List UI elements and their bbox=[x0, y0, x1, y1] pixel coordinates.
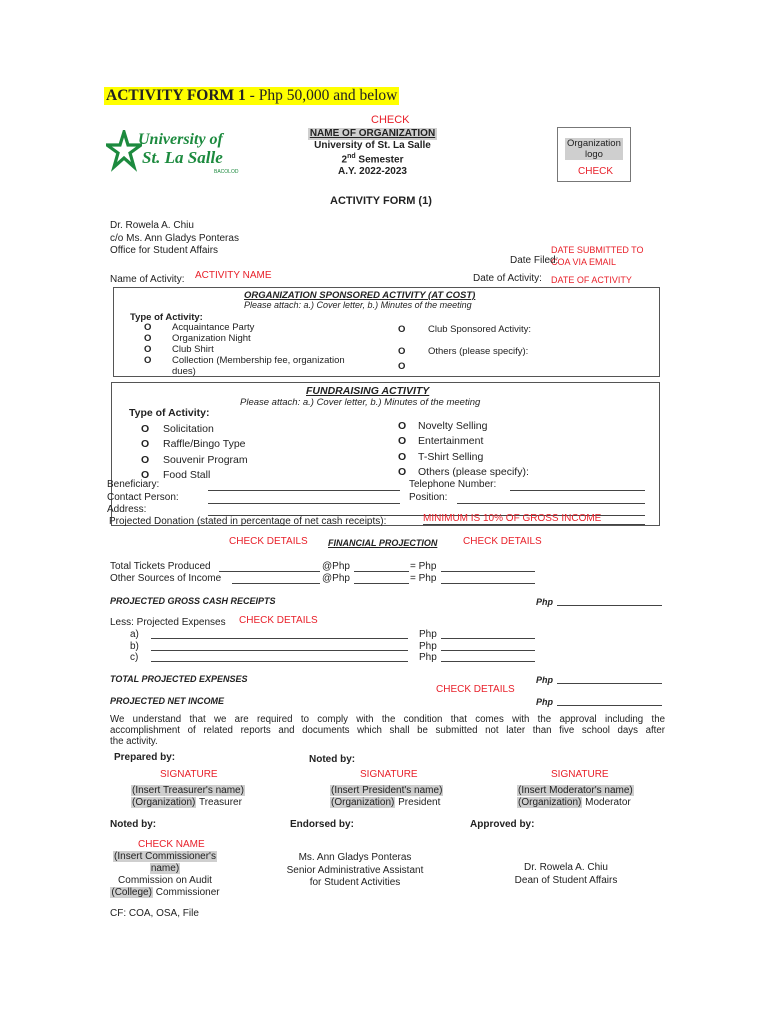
other-price[interactable] bbox=[354, 583, 409, 584]
expense-b-amount[interactable] bbox=[441, 650, 535, 651]
logo-city: BACOLOD bbox=[214, 169, 239, 175]
semester: 2nd Semester bbox=[341, 153, 404, 166]
position-field[interactable] bbox=[457, 503, 645, 504]
net-income-field[interactable] bbox=[557, 705, 662, 706]
option-tshirt-selling[interactable]: O T-Shirt Selling bbox=[398, 450, 484, 463]
addressee-co: c/o Ms. Ann Gladys Ponteras bbox=[110, 232, 239, 244]
star-logo-icon bbox=[106, 130, 142, 172]
approver-block: Dr. Rowela A. Chiu Dean of Student Affairs bbox=[514, 862, 618, 886]
contact-field[interactable] bbox=[208, 503, 400, 504]
org-logo-placeholder: Organization logo bbox=[567, 138, 621, 160]
page-title: ACTIVITY FORM (1) bbox=[330, 195, 432, 207]
sponsored-activity-box bbox=[113, 287, 660, 377]
date-activity-value[interactable]: DATE OF ACTIVITY bbox=[551, 275, 632, 285]
date-filed-label: Date Filed: bbox=[510, 255, 559, 266]
addressee-name: Dr. Rowela A. Chiu bbox=[110, 220, 194, 231]
logo-text-line2: St. La Salle bbox=[142, 148, 223, 167]
tickets-row: Total Tickets Produced bbox=[110, 561, 211, 572]
endorsed-by-label: Endorsed by: bbox=[290, 819, 354, 830]
logo-text-line1: University of bbox=[138, 131, 223, 148]
check-details-4: CHECK DETAILS bbox=[436, 684, 515, 695]
university-name: University of St. La Salle bbox=[314, 139, 431, 151]
option-club-sponsored[interactable]: O Club Sponsored Activity: bbox=[398, 324, 531, 335]
form-heading bbox=[104, 87, 399, 105]
org-name: NAME OF ORGANIZATION bbox=[309, 128, 436, 139]
option-raffle-bingo[interactable]: O Raffle/Bingo Type bbox=[141, 438, 246, 451]
compliance-statement: We understand that we are required to comply with the condition that comes with the approval including the accomplishment of related reports and documents which shall be submitted not later than five school days after the activity. bbox=[110, 714, 665, 747]
fundraising-activity-box bbox=[107, 382, 660, 527]
option-collection-cont: dues) bbox=[172, 366, 196, 377]
financial-title: FINANCIAL PROJECTION bbox=[328, 538, 438, 548]
copy-furnished: CF: COA, OSA, File bbox=[110, 908, 199, 919]
tickets-eq: = Php bbox=[410, 561, 437, 572]
fundraising-type-label: Type of Activity: bbox=[129, 407, 210, 419]
gross-label: PROJECTED GROSS CASH RECEIPTS bbox=[110, 596, 276, 606]
contact-label: Contact Person: bbox=[107, 492, 179, 503]
signature-president[interactable]: SIGNATURE bbox=[360, 769, 418, 780]
form-heading-subtitle: - Php 50,000 and below bbox=[245, 87, 398, 104]
option-novelty-selling[interactable]: O Novelty Selling bbox=[398, 420, 488, 432]
president-name[interactable]: (Insert President's name) bbox=[331, 785, 443, 796]
other-qty[interactable] bbox=[232, 583, 320, 584]
president-block: (Insert President's name) (Organization) President bbox=[331, 785, 443, 808]
option-others-fundraising[interactable]: O Others (please specify): bbox=[398, 465, 529, 478]
date-activity-label: Date of Activity: bbox=[473, 273, 542, 284]
addressee-block bbox=[110, 220, 239, 258]
expense-a-field[interactable] bbox=[151, 638, 408, 639]
org-logo-box[interactable] bbox=[557, 127, 631, 182]
activity-name-label: Name of Activity: bbox=[110, 274, 185, 285]
date-submitted-note: DATE SUBMITTED TO COA VIA EMAIL bbox=[551, 245, 644, 267]
other-eq: = Php bbox=[410, 573, 437, 584]
telephone-label: Telephone Number: bbox=[409, 479, 497, 490]
expense-a-amount[interactable] bbox=[441, 638, 535, 639]
endorser-block: Ms. Ann Gladys Ponteras Senior Administrative Assistant for Student Activities bbox=[286, 852, 424, 888]
option-food-stall[interactable]: O Food Stall bbox=[141, 468, 211, 481]
option-others-sponsored[interactable]: O Others (please specify): bbox=[398, 346, 529, 357]
sponsored-left-options bbox=[144, 322, 345, 377]
total-expenses-field[interactable] bbox=[557, 683, 662, 684]
beneficiary-field[interactable] bbox=[208, 490, 400, 491]
check-name-note: CHECK NAME bbox=[138, 839, 205, 850]
option-solicitation[interactable]: O Solicitation bbox=[141, 423, 214, 435]
tickets-qty[interactable] bbox=[219, 571, 320, 572]
moderator-name[interactable]: (Insert Moderator's name) bbox=[518, 785, 633, 796]
option-organization-night[interactable]: O Organization Night bbox=[144, 333, 251, 344]
net-income-php: Php bbox=[536, 697, 553, 707]
expense-c-php: Php bbox=[419, 652, 437, 663]
fundraising-attach: Please attach: a.) Cover letter, b.) Minutes of the meeting bbox=[240, 397, 481, 408]
activity-name-value[interactable]: ACTIVITY NAME bbox=[195, 270, 272, 281]
expense-a-php: Php bbox=[419, 629, 437, 640]
approved-by-label: Approved by: bbox=[470, 819, 535, 830]
option-club-shirt[interactable]: O Club Shirt bbox=[144, 344, 214, 355]
university-logo bbox=[106, 128, 256, 178]
total-expenses-label: TOTAL PROJECTED EXPENSES bbox=[110, 674, 248, 684]
other-at: @Php bbox=[322, 573, 350, 584]
treasurer-name[interactable]: (Insert Treasurer's name) bbox=[132, 785, 244, 796]
expense-c-label: c) bbox=[130, 652, 139, 663]
position-label: Position: bbox=[409, 492, 448, 503]
minimum-note[interactable]: MINIMUM IS 10% OF GROSS INCOME bbox=[423, 513, 645, 525]
signature-moderator[interactable]: SIGNATURE bbox=[551, 769, 609, 780]
sponsored-attach: Please attach: a.) Cover letter, b.) Minutes of the meeting bbox=[244, 300, 472, 310]
expense-b-field[interactable] bbox=[151, 650, 408, 651]
moderator-block: (Insert Moderator's name) (Organization) Moderator bbox=[518, 785, 633, 808]
telephone-field[interactable] bbox=[510, 490, 645, 491]
expense-a-label: a) bbox=[130, 629, 139, 640]
noted-by-2-label: Noted by: bbox=[110, 819, 157, 830]
check-details-1: CHECK DETAILS bbox=[229, 536, 308, 547]
expense-b-php: Php bbox=[419, 641, 437, 652]
commissioner-name[interactable]: (Insert Commissioner's bbox=[114, 851, 216, 862]
commissioner-block: (Insert Commissioner's name) Commission on Audit (College) Commissioner bbox=[111, 851, 220, 898]
sponsored-right-options bbox=[398, 324, 531, 372]
org-name-block bbox=[300, 128, 445, 177]
check-details-3: CHECK DETAILS bbox=[239, 615, 318, 626]
net-income-label: PROJECTED NET INCOME bbox=[110, 696, 225, 706]
beneficiary-label: Beneficiary: bbox=[107, 479, 160, 490]
sponsored-type-label: Type of Activity: bbox=[130, 312, 203, 323]
tickets-price[interactable] bbox=[354, 571, 409, 572]
fundraising-right-options bbox=[398, 419, 529, 480]
expense-b-label: b) bbox=[130, 641, 139, 652]
less-expenses-label: Less: Projected Expenses bbox=[110, 617, 226, 628]
check-logo-note: CHECK bbox=[578, 166, 614, 177]
expense-c-field[interactable] bbox=[151, 661, 408, 662]
check-org-note: CHECK bbox=[371, 114, 410, 126]
gross-php: Php bbox=[536, 597, 553, 607]
signature-treasurer[interactable]: SIGNATURE bbox=[160, 769, 218, 780]
address-label: Address: bbox=[107, 504, 147, 515]
addressee-office: Office for Student Affairs bbox=[110, 245, 219, 256]
projected-donation-label: Projected Donation (stated in percentage of net cash receipts): bbox=[109, 516, 387, 527]
treasurer-block: (Insert Treasurer's name) (Organization) Treasurer bbox=[132, 785, 244, 808]
other-total[interactable] bbox=[441, 583, 535, 584]
expense-c-amount[interactable] bbox=[441, 661, 535, 662]
option-entertainment[interactable]: O Entertainment bbox=[398, 435, 484, 448]
academic-year: A.Y. 2022-2023 bbox=[338, 165, 407, 177]
tickets-total[interactable] bbox=[441, 571, 535, 572]
option-collection[interactable]: O Collection (Membership fee, organization bbox=[144, 355, 345, 366]
total-expenses-php: Php bbox=[536, 675, 553, 685]
option-blank[interactable]: O bbox=[398, 361, 406, 372]
check-details-2: CHECK DETAILS bbox=[463, 536, 542, 547]
option-souvenir-program[interactable]: O Souvenir Program bbox=[141, 453, 248, 466]
form-heading-title: ACTIVITY FORM 1 bbox=[106, 87, 246, 104]
sponsored-title: ORGANIZATION SPONSORED ACTIVITY (AT COST) bbox=[244, 290, 476, 301]
gross-field[interactable] bbox=[557, 605, 662, 606]
noted-by-label: Noted by: bbox=[309, 754, 356, 765]
fundraising-title: FUNDRAISING ACTIVITY bbox=[306, 385, 430, 397]
tickets-at: @Php bbox=[322, 561, 350, 572]
option-acquaintance-party[interactable]: O Acquaintance Party bbox=[144, 322, 255, 333]
prepared-by-label: Prepared by: bbox=[114, 752, 176, 763]
other-sources-row: Other Sources of Income bbox=[110, 573, 222, 584]
fundraising-left-options bbox=[141, 422, 248, 483]
